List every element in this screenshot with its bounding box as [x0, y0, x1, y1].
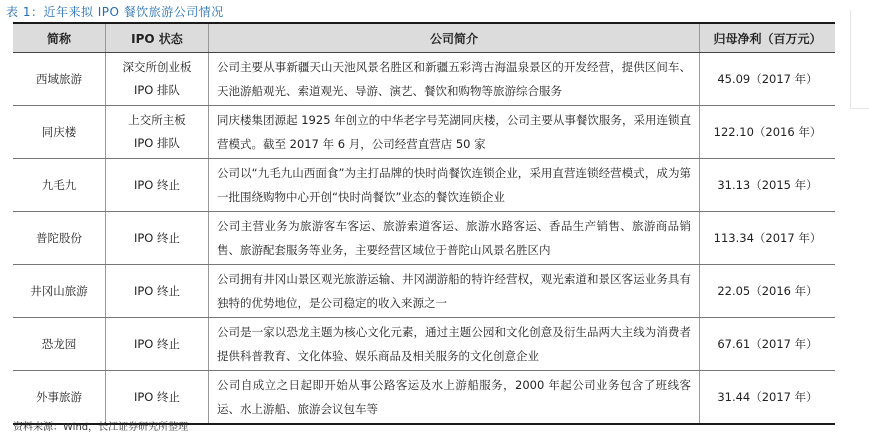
- cell-net-profit: 31.13（2015 年）: [699, 159, 835, 211]
- table-header: [13, 24, 835, 53]
- cell-net-profit: 45.09（2017 年）: [699, 53, 835, 105]
- table-row: [13, 371, 835, 423]
- header-net-profit: 归母净利（百万元）: [699, 24, 835, 52]
- status-line: 上交所主板: [128, 113, 186, 127]
- header-name: 简称: [46, 31, 71, 46]
- table-caption: 表 1：近年来拟 IPO 餐饮旅游公司情况: [6, 5, 224, 19]
- cell-net-profit: 122.10（2016 年）: [699, 106, 835, 158]
- cell-profile: 公司主要从事新疆天山天池风景名胜区和新疆五彩湾古海温泉景区的开发经营，提供区间车、天池游船观光、索道观光、导游、演艺、餐饮和购物等旅游综合服务: [208, 53, 699, 105]
- table-row: [13, 159, 835, 212]
- status-line: IPO 排队: [133, 83, 181, 97]
- cell-ipo-status: [105, 265, 208, 317]
- cell-profile: 同庆楼集团源起 1925 年创立的中华老字号芜湖同庆楼，公司主要从事餐饮服务，采用连锁直营模式。截至 2017 年 6 月，公司经营直营店 50 家: [208, 106, 699, 158]
- cell-net-profit: 31.44（2017 年）: [699, 371, 835, 423]
- cell-ipo-status: [105, 53, 208, 105]
- status-line: 深交所创业板: [122, 60, 192, 74]
- status-line: IPO 终止: [133, 389, 181, 404]
- cell-ipo-status: [105, 318, 208, 370]
- table-row: [13, 265, 835, 318]
- status-line: IPO 终止: [133, 230, 181, 245]
- cell-ipo-status: [105, 106, 208, 158]
- cell-ipo-status: [105, 212, 208, 264]
- status-line: IPO 终止: [133, 336, 181, 351]
- ipo-table: [13, 22, 835, 425]
- source-note: 资料来源：Wind，长江证券研究所整理: [13, 422, 189, 433]
- table-row: [13, 212, 835, 265]
- header-ipo-status: IPO 状态: [105, 24, 208, 52]
- status-line: IPO 排队: [133, 136, 181, 150]
- cell-profile: 公司拥有井冈山景区观光旅游运输、井冈湖游船的特许经营权，观光索道和景区客运业务具有独特的优势地位，是公司稳定的收入来源之一: [208, 265, 699, 317]
- status-line: IPO 终止: [133, 283, 181, 298]
- cell-name: 井冈山旅游: [30, 284, 88, 298]
- table-row: [13, 318, 835, 371]
- cell-net-profit: 22.05（2016 年）: [699, 265, 835, 317]
- cell-profile: 公司以“九毛九山西面食”为主打品牌的快时尚餐饮连锁企业，采用直营连锁经营模式，成为第一批围绕购物中心开创“快时尚餐饮”业态的餐饮连锁企业: [208, 159, 699, 211]
- cell-name: 同庆楼: [41, 125, 77, 139]
- cell-ipo-status: [105, 371, 208, 423]
- header-profile: 公司简介: [208, 24, 699, 52]
- cell-name: 九毛九: [41, 178, 77, 192]
- cell-ipo-status: [105, 159, 208, 211]
- cell-profile: 公司主营业务为旅游客车客运、旅游索道客运、旅游水路客运、香品生产销售、旅游商品销售、旅游配套服务等业务，主要经营区域位于普陀山风景名胜区内: [208, 212, 699, 264]
- cell-profile: 公司自成立之日起即开始从事公路客运及水上游船服务，2000 年起公司业务包含了班线客运、水上游船、旅游会议包车等: [208, 371, 699, 423]
- cell-name: 外事旅游: [36, 390, 82, 404]
- table-row: [13, 53, 835, 106]
- cell-name: 恐龙园: [41, 337, 77, 351]
- cell-name: 西域旅游: [36, 72, 82, 86]
- cell-net-profit: 67.61（2017 年）: [699, 318, 835, 370]
- table-row: [13, 106, 835, 159]
- side-panel-edge: [850, 10, 869, 109]
- cell-net-profit: 113.34（2017 年）: [699, 212, 835, 264]
- status-line: IPO 终止: [133, 177, 181, 192]
- cell-name: 普陀股份: [36, 231, 82, 245]
- cell-profile: 公司是一家以恐龙主题为核心文化元素，通过主题公园和文化创意及衍生品两大主线为消费者提供科普教育、文化体验、娱乐商品及相关服务的文化创意企业: [208, 318, 699, 370]
